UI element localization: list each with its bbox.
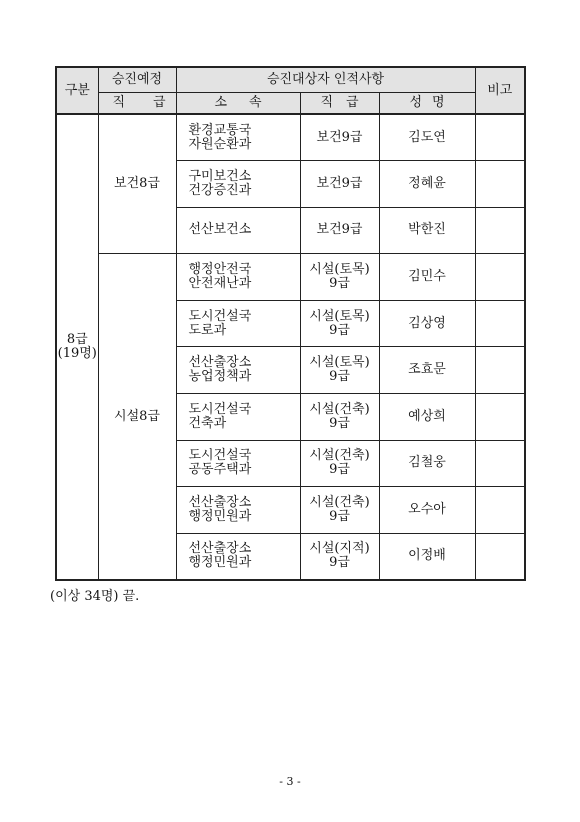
row-name: 예상희 bbox=[379, 394, 475, 441]
row-dept: 구미보건소 건강증진과 bbox=[176, 161, 300, 208]
row-remarks bbox=[475, 114, 525, 161]
row-name: 박한진 bbox=[379, 207, 475, 254]
row-grade: 보건9급 bbox=[300, 207, 379, 254]
row-grade: 시설(토목) 9급 bbox=[300, 254, 379, 301]
header-scheduled-grade: 승진예정 bbox=[98, 67, 176, 92]
row-grade: 시설(건축) 9급 bbox=[300, 440, 379, 487]
row-remarks bbox=[475, 254, 525, 301]
row-name: 정혜윤 bbox=[379, 161, 475, 208]
row-remarks bbox=[475, 207, 525, 254]
row-name: 조효문 bbox=[379, 347, 475, 394]
row-name: 김도연 bbox=[379, 114, 475, 161]
row-dept: 환경교통국 자원순환과 bbox=[176, 114, 300, 161]
row-remarks bbox=[475, 161, 525, 208]
group-label-facility: 시설8급 bbox=[98, 254, 176, 580]
row-remarks bbox=[475, 533, 525, 580]
row-grade: 보건9급 bbox=[300, 114, 379, 161]
row-remarks bbox=[475, 487, 525, 534]
row-remarks bbox=[475, 300, 525, 347]
row-dept: 도시건설국 건축과 bbox=[176, 394, 300, 441]
header-scheduled-grade-sub: 직 급 bbox=[98, 92, 176, 114]
row-dept: 도시건설국 도로과 bbox=[176, 300, 300, 347]
row-name: 김상영 bbox=[379, 300, 475, 347]
row-remarks bbox=[475, 347, 525, 394]
group-label-health: 보건8급 bbox=[98, 114, 176, 254]
row-dept: 선산출장소 행정민원과 bbox=[176, 487, 300, 534]
row-grade: 시설(토목) 9급 bbox=[300, 347, 379, 394]
promotion-table bbox=[55, 66, 526, 581]
row-name: 이정배 bbox=[379, 533, 475, 580]
row-name: 김철웅 bbox=[379, 440, 475, 487]
page-number: - 3 - bbox=[279, 775, 301, 788]
row-dept: 선산출장소 농업정책과 bbox=[176, 347, 300, 394]
footer-note: (이상 34명) 끝. bbox=[50, 589, 140, 604]
row-name: 김민수 bbox=[379, 254, 475, 301]
header-category: 구분 bbox=[56, 67, 98, 114]
row-remarks bbox=[475, 440, 525, 487]
row-grade: 시설(지적) 9급 bbox=[300, 533, 379, 580]
header-target-info: 승진대상자 인적사항 bbox=[176, 67, 475, 92]
row-name: 오수아 bbox=[379, 487, 475, 534]
header-name: 성 명 bbox=[379, 92, 475, 114]
header-dept: 소 속 bbox=[176, 92, 300, 114]
row-dept: 도시건설국 공동주택과 bbox=[176, 440, 300, 487]
row-grade: 시설(토목) 9급 bbox=[300, 300, 379, 347]
header-grade: 직 급 bbox=[300, 92, 379, 114]
row-dept: 선산보건소 bbox=[176, 207, 300, 254]
row-remarks bbox=[475, 394, 525, 441]
row-grade: 시설(건축) 9급 bbox=[300, 394, 379, 441]
row-grade: 보건9급 bbox=[300, 161, 379, 208]
header-remarks: 비고 bbox=[475, 67, 525, 114]
row-dept: 선산출장소 행정민원과 bbox=[176, 533, 300, 580]
row-grade: 시설(건축) 9급 bbox=[300, 487, 379, 534]
row-dept: 행정안전국 안전재난과 bbox=[176, 254, 300, 301]
category-cell: 8급 (19명) bbox=[56, 114, 98, 580]
